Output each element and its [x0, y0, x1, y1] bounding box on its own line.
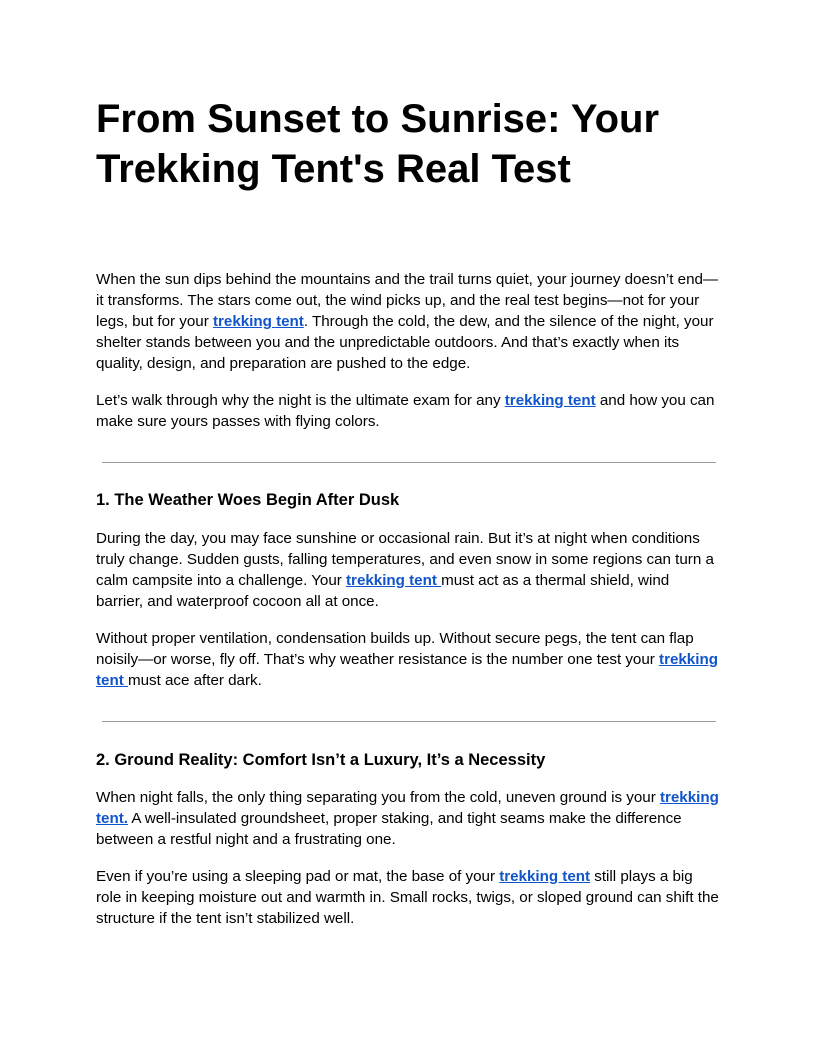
text-run: During the day, you may face sunshine or occasional rain. But it’s at night when conditions truly change. Sudden gusts, falling temperatures, and even snow in some regions can turn a calm campsite into a challenge. Your [96, 530, 714, 589]
horizontal-divider [102, 721, 716, 722]
text-run: still plays a big role in keeping moisture out and warmth in. Small rocks, twigs, or sloped ground can shift the structure if the tent isn’t stabilized well. [96, 868, 719, 927]
text-run: and how you can make sure yours passes with flying colors. [96, 392, 715, 430]
trekking-tent-link[interactable]: trekking tent [346, 572, 442, 589]
trekking-tent-link[interactable]: trekking tent [96, 651, 718, 689]
section-2-paragraph-2 [96, 866, 720, 929]
text-run: . Through the cold, the dew, and the silence of the night, your shelter stands between you and the unpredictable outdoors. And that’s exactly when its quality, design, and preparation are pushed to the edge. [96, 313, 714, 372]
section-1-body [96, 528, 720, 707]
intro-paragraph-2 [96, 390, 720, 432]
intro-section [96, 269, 720, 448]
text-run: must act as a thermal shield, wind barrier, and waterproof cocoon all at once. [96, 572, 670, 610]
trekking-tent-link[interactable]: trekking tent [212, 313, 304, 330]
page-title: From Sunset to Sunrise: Your Trekking Tent's Real Test [96, 97, 660, 191]
text-run: Even if you’re using a sleeping pad or mat, the base of your [96, 868, 500, 885]
section-2-paragraph-1 [96, 787, 720, 850]
text-run: A well-insulated groundsheet, proper staking, and tight seams make the difference between a restful night and a frustrating one. [96, 810, 682, 848]
section-1-heading: 1. The Weather Woes Begin After Dusk [96, 491, 400, 509]
text-run: Without proper ventilation, condensation builds up. Without secure pegs, the tent can flap noisily—or worse, fly off. That’s why weather resistance is the number one test your [96, 630, 694, 668]
text-run: When night falls, the only thing separating you from the cold, uneven ground is your [96, 789, 660, 806]
text-run: must ace after dark. [127, 672, 262, 689]
horizontal-divider [102, 462, 716, 463]
trekking-tent-link[interactable]: trekking tent [504, 392, 596, 409]
section-1-paragraph-2 [96, 628, 720, 691]
section-2-heading: 2. Ground Reality: Comfort Isn’t a Luxury, It’s a Necessity [96, 751, 546, 769]
intro-paragraph-1 [96, 269, 720, 374]
trekking-tent-link[interactable]: trekking tent. [96, 789, 719, 827]
section-1-paragraph-1 [96, 528, 720, 612]
trekking-tent-link[interactable]: trekking tent [499, 868, 591, 885]
section-2-body [96, 787, 720, 945]
text-run: Let’s walk through why the night is the ultimate exam for any [96, 392, 505, 409]
text-run: When the sun dips behind the mountains and the trail turns quiet, your journey doesn’t end—it transforms. The stars come out, the wind picks up, and the real test begins—not for your legs, but for your [96, 271, 719, 330]
